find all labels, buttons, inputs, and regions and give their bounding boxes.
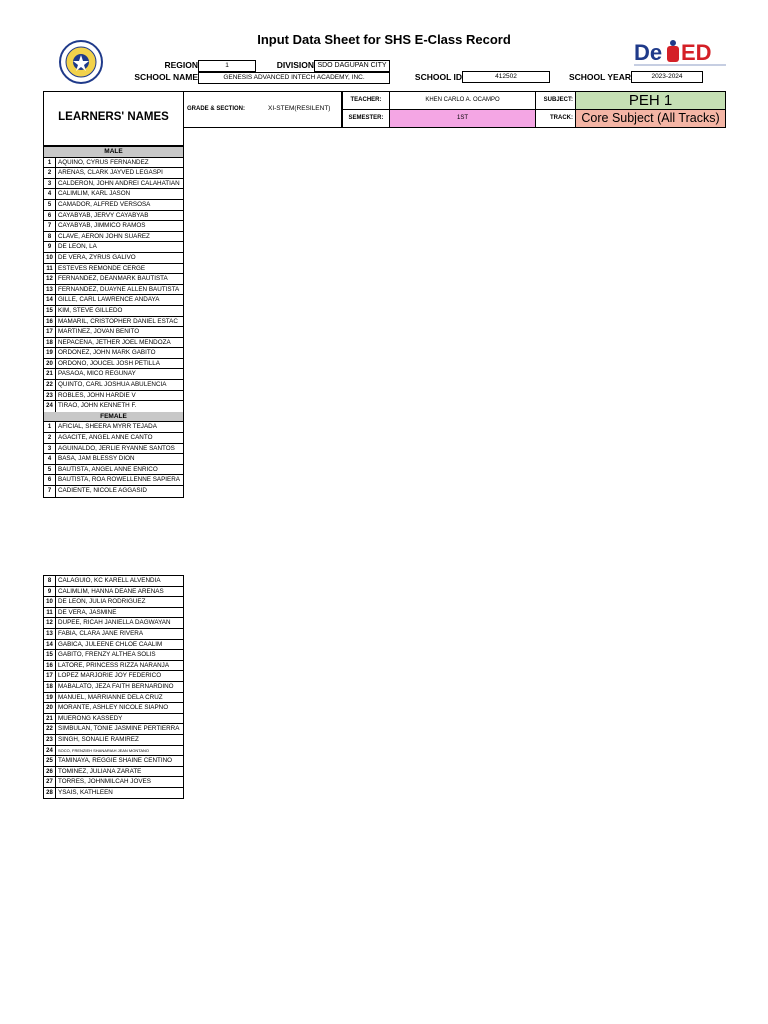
learner-name[interactable]: AFICIAL, SHEERA MYRR TEJADA xyxy=(58,423,157,431)
learner-row[interactable] xyxy=(44,359,183,370)
female-section-header: FEMALE xyxy=(44,412,183,423)
learner-number: 16 xyxy=(44,317,56,327)
learner-number: 7 xyxy=(44,221,56,231)
learner-number: 13 xyxy=(44,629,56,639)
learner-number: 3 xyxy=(44,179,56,189)
learner-row[interactable] xyxy=(44,189,183,200)
learner-number: 17 xyxy=(44,671,56,681)
learner-number: 21 xyxy=(44,369,56,379)
division-field[interactable]: SDO DAGUPAN CITY xyxy=(314,60,390,72)
school-id-label: SCHOOL ID xyxy=(414,72,462,82)
learner-name[interactable]: FERNANDEZ, DUAYNE ALLEN BAUTISTA xyxy=(58,285,180,293)
learner-number: 16 xyxy=(44,661,56,671)
learner-name[interactable]: QUINTO, CARL JOSHUA ABULENCIA xyxy=(58,381,167,389)
school-name-label: SCHOOL NAME xyxy=(134,72,198,82)
learner-number: 2 xyxy=(44,433,56,443)
school-year-field[interactable]: 2023-2024 xyxy=(631,71,703,83)
learner-number: 6 xyxy=(44,475,56,485)
learner-name[interactable]: ARENAS, CLARK JAYVED LEGASPI xyxy=(58,169,163,177)
learner-number: 27 xyxy=(44,777,56,787)
learner-row[interactable] xyxy=(44,788,183,799)
learner-row[interactable] xyxy=(44,232,183,243)
learner-row[interactable] xyxy=(44,576,183,587)
learner-number: 5 xyxy=(44,200,56,210)
learner-row[interactable] xyxy=(44,650,183,661)
learner-name[interactable]: TOMINEZ, JULIANA ZARATE xyxy=(58,767,142,775)
learner-row[interactable] xyxy=(44,756,183,767)
division-label: DIVISION xyxy=(276,60,314,70)
learner-number: 18 xyxy=(44,682,56,692)
learner-row[interactable] xyxy=(44,264,183,275)
learner-row[interactable] xyxy=(44,391,183,402)
learner-name[interactable]: MABALATO, JEZA FAITH BERNARDINO xyxy=(58,682,174,690)
semester-field[interactable] xyxy=(390,109,536,128)
learners-table-continued xyxy=(43,575,184,799)
semester-value: 1ST xyxy=(456,115,468,121)
learner-row[interactable] xyxy=(44,158,183,169)
learner-name[interactable]: BAUTISTA, ROA ROWELLENNE SAPIERA xyxy=(58,476,181,484)
learner-name[interactable]: ORDONEZ, JOHN MARK GABITO xyxy=(58,349,156,357)
learner-name[interactable]: DUPEE, RICAH JANIELLA DAGWAYAN xyxy=(58,619,171,627)
learner-name[interactable]: CAMADOR, ALFRED VERSOSA xyxy=(58,200,151,208)
learner-row[interactable] xyxy=(44,433,183,444)
learner-name[interactable]: LATORE, PRINCESS RIZZA NARANJA xyxy=(58,661,170,669)
teacher-label-cell xyxy=(342,91,390,110)
learner-name[interactable]: KIM, STEVE GILLEDO xyxy=(58,306,123,314)
learner-row[interactable] xyxy=(44,454,183,465)
learner-name[interactable]: BAUTISTA, ANGEL ANNE ENRICO xyxy=(58,465,158,473)
school-name-field[interactable]: GENESIS ADVANCED INTECH ACADEMY, INC. xyxy=(198,72,390,84)
learner-row[interactable] xyxy=(44,618,183,629)
track-label: TRACK: xyxy=(550,115,573,121)
learner-row[interactable] xyxy=(44,746,183,757)
learner-name[interactable]: FABIA, CLARA JANE RIVERA xyxy=(58,629,144,637)
learner-row[interactable] xyxy=(44,211,183,222)
subject-label-cell xyxy=(536,91,576,110)
learner-number: 24 xyxy=(44,401,56,412)
learner-row[interactable] xyxy=(44,338,183,349)
learner-name[interactable]: MARTINEZ, JOVAN BENITO xyxy=(58,328,140,336)
learner-number: 23 xyxy=(44,735,56,745)
learner-name[interactable]: ROBLES, JOHN HARDIE V xyxy=(58,391,136,399)
learner-name[interactable]: CLAVE, AERON JOHN SUAREZ xyxy=(58,232,150,240)
learner-number: 20 xyxy=(44,703,56,713)
grade-section-label: GRADE & SECTION: xyxy=(187,106,246,112)
learner-row[interactable] xyxy=(44,242,183,253)
learner-number: 15 xyxy=(44,306,56,316)
subject-label: SUBJECT: xyxy=(543,97,573,103)
learner-name[interactable]: SOCO, FRENZIEH SHANARIAH JEAN MONTANO xyxy=(58,747,150,753)
track-value: Core Subject (All Tracks) xyxy=(581,111,720,125)
learner-row[interactable] xyxy=(44,608,183,619)
learner-number: 19 xyxy=(44,348,56,358)
learner-row[interactable] xyxy=(44,671,183,682)
learner-row[interactable] xyxy=(44,724,183,735)
learner-name[interactable]: CALIMLIM, KARL JASON xyxy=(58,190,131,198)
learner-row[interactable] xyxy=(44,380,183,391)
learner-row[interactable] xyxy=(44,597,183,608)
learner-name[interactable]: CAYABYAB, JERVY CAYABYAB xyxy=(58,211,149,219)
learner-row[interactable] xyxy=(44,587,183,598)
male-section-header: MALE xyxy=(44,147,183,158)
semester-label-cell xyxy=(342,109,390,128)
learner-name[interactable]: SIMBULAN, TONIE JASMINE PERTIERRA xyxy=(58,725,180,733)
learner-row[interactable] xyxy=(44,486,183,497)
teacher-field[interactable] xyxy=(390,91,536,110)
learner-name[interactable]: MAMARIL, CRISTOPHER DANIEL ESTAC xyxy=(58,317,178,325)
learner-row[interactable] xyxy=(44,777,183,788)
learner-number: 3 xyxy=(44,444,56,454)
learner-number: 14 xyxy=(44,295,56,305)
learner-row[interactable] xyxy=(44,444,183,455)
learner-number: 14 xyxy=(44,640,56,650)
learner-row[interactable] xyxy=(44,274,183,285)
learner-number: 28 xyxy=(44,788,56,799)
learner-number: 17 xyxy=(44,327,56,337)
learner-number: 11 xyxy=(44,608,56,618)
learner-name[interactable]: PASAOA, MICO REGUNAY xyxy=(58,370,136,378)
learner-number: 9 xyxy=(44,242,56,252)
learner-number: 2 xyxy=(44,168,56,178)
learner-row[interactable] xyxy=(44,295,183,306)
learner-row[interactable] xyxy=(44,348,183,359)
learner-name[interactable]: ORDONO, JOUCEL JOSH PETILLA xyxy=(58,359,160,367)
learner-row[interactable] xyxy=(44,475,183,486)
deped-logo xyxy=(634,38,726,68)
learners-table xyxy=(43,146,184,498)
learner-number: 13 xyxy=(44,285,56,295)
learner-row[interactable] xyxy=(44,693,183,704)
learner-number: 23 xyxy=(44,391,56,401)
grade-section-value[interactable]: XI-STEM(RESILENT) xyxy=(268,105,331,112)
learner-number: 24 xyxy=(44,746,56,756)
learner-name[interactable]: TORRES, JOHNMILCAH JOVES xyxy=(58,778,151,786)
female-list xyxy=(44,422,183,496)
learner-number: 1 xyxy=(44,158,56,168)
learner-name[interactable]: AGACITE, ANGEL ANNE CANTO xyxy=(58,434,153,442)
learner-number: 12 xyxy=(44,618,56,628)
learner-number: 19 xyxy=(44,693,56,703)
learner-row[interactable] xyxy=(44,703,183,714)
learner-number: 15 xyxy=(44,650,56,660)
learner-row[interactable] xyxy=(44,422,183,433)
learner-number: 11 xyxy=(44,264,56,274)
learner-name[interactable]: AGUINALDO, JERLIE RYANNE SANTOS xyxy=(58,444,175,452)
learner-number: 25 xyxy=(44,756,56,766)
learner-name[interactable]: CALIMLIM, HANNA DEANE ARENAS xyxy=(58,587,164,595)
learner-name[interactable]: AQUINO, CYRUS FERNANDEZ xyxy=(58,158,149,166)
semester-label: SEMESTER: xyxy=(348,115,384,121)
learner-name[interactable]: DE LEON, LA xyxy=(58,243,97,251)
learner-row[interactable] xyxy=(44,306,183,317)
school-year-label: SCHOOL YEAR xyxy=(568,72,631,82)
learner-row[interactable] xyxy=(44,221,183,232)
learner-number: 21 xyxy=(44,714,56,724)
learner-name[interactable]: CALDERON, JOHN ANDREI CALAHATIAN xyxy=(58,179,180,187)
subject-field[interactable] xyxy=(576,91,726,110)
learner-name[interactable]: GABITO, FRENZY ALTHEA SOLIS xyxy=(58,651,156,659)
learner-name[interactable]: TIRAO, JOHN KENNETH F. xyxy=(58,402,137,410)
learner-name[interactable]: SINGH, SONALIE RAMIREZ xyxy=(58,735,139,743)
female-list-continued xyxy=(44,576,183,798)
learners-names-header xyxy=(43,91,184,146)
learner-number: 9 xyxy=(44,587,56,597)
learner-number: 4 xyxy=(44,454,56,464)
deped-seal-logo xyxy=(56,40,106,84)
learner-number: 22 xyxy=(44,380,56,390)
learner-name[interactable]: CALAGUIO, KC KARELL ALVENDIA xyxy=(58,577,161,584)
learner-name[interactable]: GILLE, CARL LAWRENCE ANDAYA xyxy=(58,296,160,304)
learner-name[interactable]: FERNANDEZ, DEANMARK BAUTISTA xyxy=(58,275,168,283)
school-id-field[interactable]: 412502 xyxy=(462,71,550,83)
subject-value: PEH 1 xyxy=(628,92,673,109)
learner-number: 26 xyxy=(44,767,56,777)
learner-number: 18 xyxy=(44,338,56,348)
learner-row[interactable] xyxy=(44,682,183,693)
learner-name[interactable]: CAYABYAB, JIMMICO RAMOS xyxy=(58,222,146,230)
teacher-value: KHEN CARLO A. OCAMPO xyxy=(425,97,500,103)
learner-number: 6 xyxy=(44,211,56,221)
learner-name[interactable]: MANUEL, MARRIANNE DELA CRUZ xyxy=(58,693,163,701)
male-list xyxy=(44,158,183,412)
learner-row[interactable] xyxy=(44,629,183,640)
learner-name[interactable]: MUERONG KASSEDY xyxy=(58,714,123,722)
learner-row[interactable] xyxy=(44,401,183,412)
grade-section-block xyxy=(184,91,342,128)
learner-row[interactable] xyxy=(44,200,183,211)
learner-name[interactable]: MORANTE, ASHLEY NICOLE SIAPNO xyxy=(58,704,169,712)
learner-row[interactable] xyxy=(44,285,183,296)
learner-row[interactable] xyxy=(44,640,183,651)
learner-number: 8 xyxy=(44,576,56,586)
learner-number: 10 xyxy=(44,597,56,607)
learner-row[interactable] xyxy=(44,253,183,264)
learner-number: 10 xyxy=(44,253,56,263)
learner-name[interactable]: NEPACENA, JETHER JOEL MENDOZA xyxy=(58,338,171,346)
learner-number: 1 xyxy=(44,422,56,432)
learner-row[interactable] xyxy=(44,179,183,190)
svg-text:ED: ED xyxy=(681,40,712,65)
track-field[interactable] xyxy=(576,109,726,128)
learner-name[interactable]: CADIENTE, NICOLE AGGASID xyxy=(58,487,147,494)
learner-row[interactable] xyxy=(44,767,183,778)
track-label-cell xyxy=(536,109,576,128)
learner-row[interactable] xyxy=(44,465,183,476)
page-title: Input Data Sheet for SHS E-Class Record xyxy=(257,32,511,47)
learners-names-label: LEARNERS' NAMES xyxy=(58,111,169,123)
learner-name[interactable]: TAMINAYA, REGGIE SHAINE CENTINO xyxy=(58,757,173,765)
teacher-label: TEACHER: xyxy=(350,97,382,103)
learner-name[interactable]: YSAIS, KATHLEEN xyxy=(58,788,113,796)
learner-name[interactable]: DE VERA, ZYRUS GALIVO xyxy=(58,253,136,261)
learner-row[interactable] xyxy=(44,168,183,179)
learner-number: 12 xyxy=(44,274,56,284)
learner-row[interactable] xyxy=(44,735,183,746)
region-label: REGION xyxy=(164,60,198,70)
learner-number: 20 xyxy=(44,359,56,369)
learner-row[interactable] xyxy=(44,327,183,338)
region-field[interactable]: 1 xyxy=(198,60,256,72)
learner-row[interactable] xyxy=(44,369,183,380)
learner-name[interactable]: GABICA, JULEENE CHLOE CAALIM xyxy=(58,640,163,648)
learner-number: 5 xyxy=(44,465,56,475)
learner-row[interactable] xyxy=(44,714,183,725)
learner-number: 4 xyxy=(44,189,56,199)
learner-row[interactable] xyxy=(44,661,183,672)
learner-name[interactable]: LOPEZ MARJORIE JOY FEDERICO xyxy=(58,672,162,680)
learner-number: 7 xyxy=(44,486,56,497)
learner-name[interactable]: DE LEON, JULIA RODRIGUEZ xyxy=(58,598,146,606)
learner-row[interactable] xyxy=(44,317,183,328)
learner-number: 22 xyxy=(44,724,56,734)
learner-number: 8 xyxy=(44,232,56,242)
learner-name[interactable]: BASA, JAM BLESSY DION xyxy=(58,455,135,463)
learner-name[interactable]: ESTEVES REMONDE CERGE xyxy=(58,264,146,272)
svg-text:De: De xyxy=(634,40,663,65)
learner-name[interactable]: DE VERA, JASMINE xyxy=(58,608,117,616)
